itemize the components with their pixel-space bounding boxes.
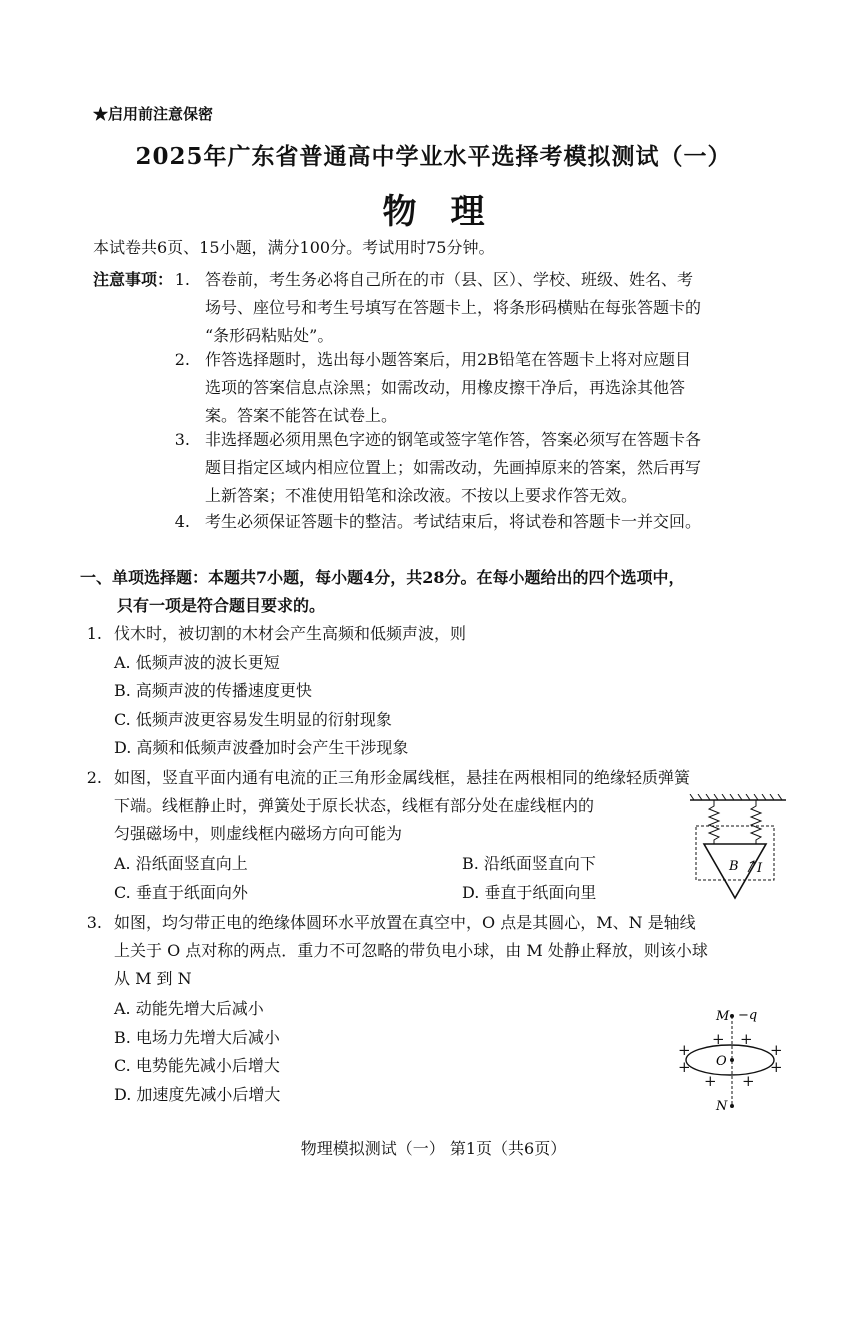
question-stem: 如图，竖直平面内通有电流的正三角形金属线框，悬挂在两根相同的绝缘轻质弹簧	[114, 768, 691, 787]
point-m	[730, 1014, 734, 1018]
question-stem: 匀强磁场中，则虚线框内磁场方向可能为	[114, 824, 403, 843]
page-footer: 物理模拟测试（一） 第1页（共6页）	[300, 1139, 567, 1158]
question-number: 3.	[86, 913, 102, 932]
section-heading-continued: 只有一项是符合题目要求的。	[117, 596, 326, 615]
label-o: O	[716, 1054, 727, 1069]
note-line: “条形码粘贴处”。	[205, 326, 334, 345]
option-d: D. 高频和低频声波叠加时会产生干涉现象	[114, 738, 409, 757]
option-d: D. 加速度先减小后增大	[114, 1085, 281, 1104]
question-stem: 伐木时，被切割的木材会产生高频和低频声波，则	[114, 624, 467, 643]
question-stem: 上关于 O 点对称的两点．重力不可忽略的带负电小球，由 M 处静止释放，则该小球	[114, 941, 708, 960]
label-m: M	[716, 1009, 730, 1024]
option-c: C. 低频声波更容易发生明显的衍射现象	[114, 710, 392, 729]
point-o	[730, 1058, 734, 1062]
note-line: 场号、座位号和考生号填写在答题卡上，将条形码横贴在每张答题卡的	[205, 298, 702, 317]
plus-sign: +	[704, 1072, 717, 1090]
note-line: 选项的答案信息点涂黑；如需改动，用橡皮擦干净后，再选涂其他答	[205, 378, 686, 397]
plus-sign: +	[770, 1041, 783, 1059]
question-stem: 下端。线框静止时，弹簧处于原长状态，线框有部分处在虚线框内的	[114, 796, 595, 815]
charged-ring-figure	[672, 1002, 790, 1118]
question-number: 2.	[86, 768, 102, 787]
confidential-notice: ★启用前注意保密	[93, 105, 214, 123]
plus-sign: +	[740, 1030, 753, 1048]
notes-label: 注意事项：	[93, 270, 174, 289]
option-a: A. 动能先增大后减小	[114, 999, 264, 1018]
question-stem: 如图，均匀带正电的绝缘体圆环水平放置在真空中，O 点是其圆心，M、N 是轴线	[114, 913, 696, 932]
option-a: A. 低频声波的波长更短	[114, 653, 280, 672]
note-number: 1.	[174, 270, 190, 289]
option-b: B. 电场力先增大后减小	[114, 1028, 280, 1047]
note-line: 题目指定区域内相应位置上；如需改动，先画掉原来的答案，然后再写	[205, 458, 702, 477]
point-n	[730, 1104, 734, 1108]
plus-sign: +	[742, 1072, 755, 1090]
note-line: 上新答案；不准使用铅笔和涂改液。不按以上要求作答无效。	[205, 486, 638, 505]
plus-sign: +	[712, 1030, 725, 1048]
question-number: 1.	[86, 624, 102, 643]
option-c: C. 电势能先减小后增大	[114, 1056, 280, 1075]
label-n: N	[716, 1099, 728, 1114]
note-line: 考生必须保证答题卡的整洁。考试结束后，将试卷和答题卡一并交回。	[205, 512, 702, 531]
exam-title: 2025年广东省普通高中学业水平选择考模拟测试（一）	[135, 143, 732, 170]
option-b: B. 沿纸面竖直向下	[462, 854, 596, 873]
note-line: 案。答案不能答在试卷上。	[205, 406, 398, 425]
right-spring	[751, 800, 761, 844]
note-line: 非选择题必须用黑色字迹的钢笔或签字笔作答，答案必须写在答题卡各	[205, 430, 702, 449]
current-label-i: I	[757, 861, 763, 876]
spring-frame-figure	[688, 794, 788, 904]
left-spring	[709, 800, 719, 844]
plus-sign: +	[678, 1041, 691, 1059]
option-d: D. 垂直于纸面向里	[462, 883, 597, 902]
question-stem: 从 M 到 N	[114, 969, 192, 988]
note-number: 2.	[174, 350, 190, 369]
label-q: −q	[738, 1008, 758, 1023]
plus-sign: +	[678, 1058, 691, 1076]
subject-title: 物理	[382, 192, 519, 232]
plus-sign: +	[770, 1058, 783, 1076]
exam-intro: 本试卷共6页、15小题，满分100分。考试用时75分钟。	[93, 238, 495, 257]
note-line: 作答选择题时，选出每小题答案后，用2B铅笔在答题卡上将对应题目	[205, 350, 691, 369]
field-label-b: B	[729, 859, 739, 874]
option-b: B. 高频声波的传播速度更快	[114, 681, 312, 700]
option-c: C. 垂直于纸面向外	[114, 883, 248, 902]
note-number: 4.	[174, 512, 190, 531]
option-a: A. 沿纸面竖直向上	[114, 854, 248, 873]
note-line: 答卷前，考生务必将自己所在的市（县、区）、学校、班级、姓名、考	[205, 270, 694, 289]
note-number: 3.	[174, 430, 190, 449]
section-heading: 一、单项选择题：本题共7小题，每小题4分，共28分。在每小题给出的四个选项中，	[80, 568, 685, 587]
